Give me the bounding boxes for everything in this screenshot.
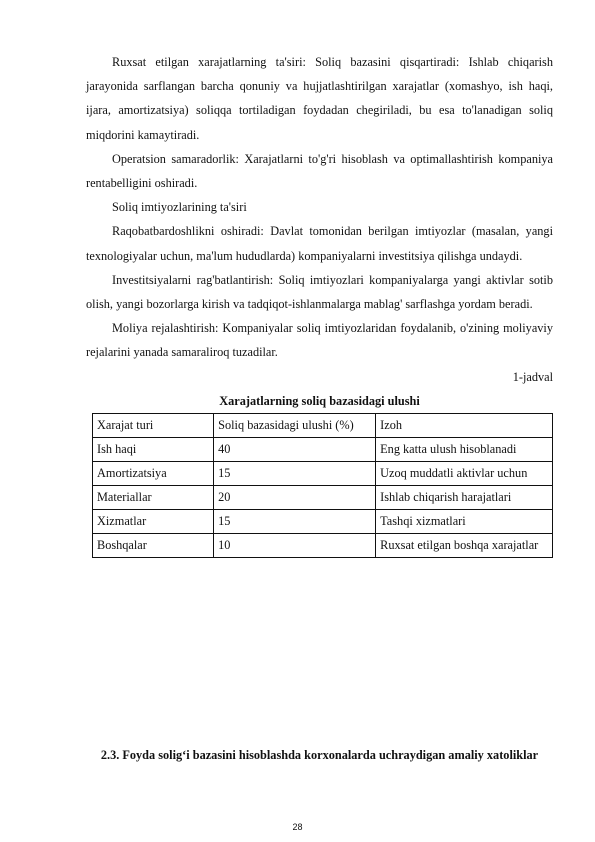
table-cell: 40 [214, 438, 376, 462]
table-header-row [93, 414, 553, 438]
page-number: 28 [292, 822, 303, 832]
table-cell: Eng katta ulush hisoblanadi [376, 438, 553, 462]
table-cell: Tashqi xizmatlari [376, 510, 553, 534]
table-cell: Ish haqi [93, 438, 214, 462]
table-cell: Boshqalar [93, 534, 214, 558]
table-cell: 20 [214, 486, 376, 510]
table-cell: 15 [214, 462, 376, 486]
header-note: Izoh [376, 414, 553, 438]
table-row [93, 486, 553, 510]
paragraph-operational-efficiency: Operatsion samaradorlik: Xarajatlarni to'g'ri hisoblash va optimallashtirish kompaniya rentabelligini oshiradi. [86, 151, 553, 191]
table-row [93, 462, 553, 486]
paragraph-investment-incentive: Investitsiyalarni rag'batlantirish: Soliq imtiyozlari kompaniyalarga yangi aktivlar sotib olish, yangi bozorlarga kirish va tadqiqot-ishlanmalarga mablag' sarflashga yordam beradi. [86, 272, 553, 312]
section-heading: 2.3. Foyda solig‘i bazasini hisoblashda korxonalarda uchraydigan amaliy xatoliklar [100, 748, 539, 762]
table-cell: Amortizatsiya [93, 462, 214, 486]
table-cell: 10 [214, 534, 376, 558]
paragraph-tax-benefits-heading: Soliq imtiyozlarining ta'siri [112, 200, 247, 215]
table-cell: Ruxsat etilgan boshqa xarajatlar [376, 534, 553, 558]
paragraph-allowed-expenses: Ruxsat etilgan xarajatlarning ta'siri: Soliq bazasini qisqartiradi: Ishlab chiqarish jarayonida sarflangan barcha qonuniy va hujjatlashtirilgan xarajatlar (xomashyo, ish haqi, ijara, amortizatsiya) soliqqa tortiladigan foydadan chegiriladi, bu esa to'lanadigan soliq miqdorini kamaytiradi. [86, 55, 553, 142]
table-cell: Xizmatlar [93, 510, 214, 534]
expense-share-table [92, 413, 553, 558]
table-cell: Uzoq muddatli aktivlar uchun [376, 462, 553, 486]
paragraph-financial-planning: Moliya rejalashtirish: Kompaniyalar soliq imtiyozlaridan foydalanib, o'zining moliyaviy rejalarini yanada samaraliroq tuzadilar. [86, 321, 553, 360]
table-cell: 15 [214, 510, 376, 534]
table-cell: Ishlab chiqarish harajatlari [376, 486, 553, 510]
body-text [86, 50, 553, 558]
table-row [93, 438, 553, 462]
table-cell: Materiallar [93, 486, 214, 510]
paragraph-competitiveness: Raqobatbardoshlikni oshiradi: Davlat tomonidan berilgan imtiyozlar (masalan, yangi texnologiyalar uchun, ma'lum hududlarda) kompaniyalarni investitsiya qilishga undaydi. [86, 224, 553, 263]
table-caption: Xarajatlarning soliq bazasidagi ulushi [219, 393, 420, 408]
header-tax-base-share: Soliq bazasidagi ulushi (%) [214, 414, 376, 438]
table-row [93, 534, 553, 558]
header-expense-type: Xarajat turi [93, 414, 214, 438]
table-row [93, 510, 553, 534]
table-label: 1-jadval [512, 369, 553, 384]
